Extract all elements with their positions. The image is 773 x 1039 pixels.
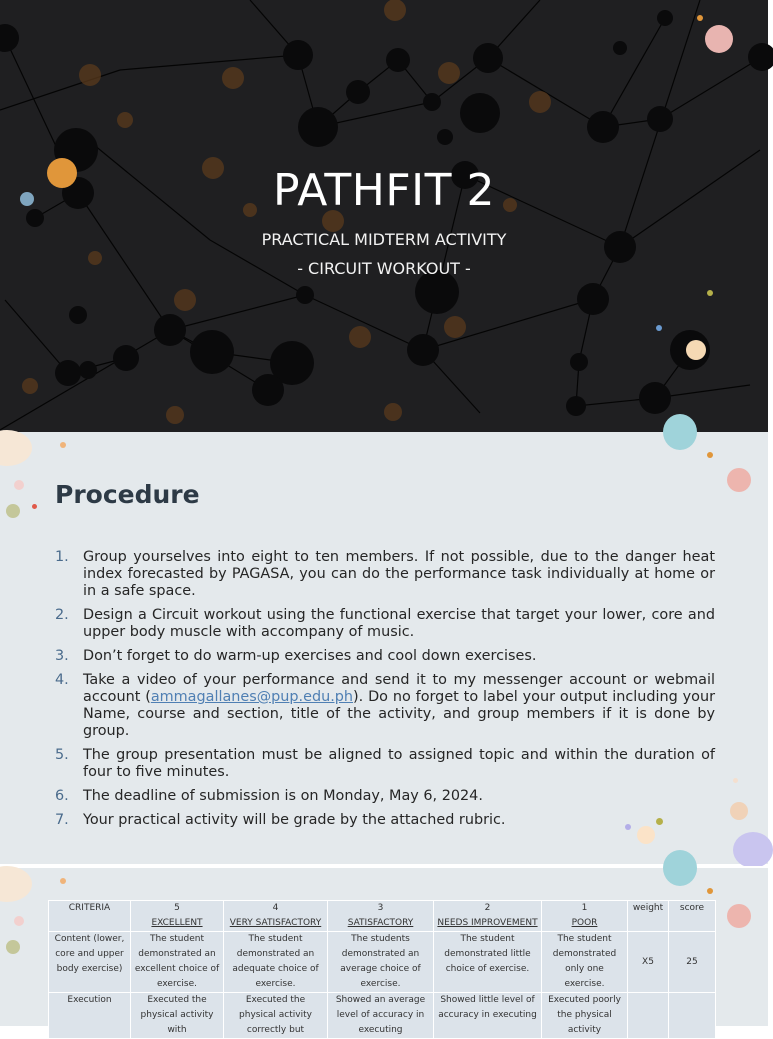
decor-dot <box>730 802 748 820</box>
rubric-criteria-cell: Content (lower, core and upper body exercise) <box>49 932 131 993</box>
rubric-header-weight: weight <box>628 901 669 932</box>
procedure-slide <box>0 432 768 864</box>
step-text: Your practical activity will be grade by the attached rubric. <box>83 812 506 828</box>
step-text: Don’t forget to do warm-up exercises and cool down exercises. <box>83 648 537 664</box>
rubric-criteria-cell: Execution <box>49 993 131 1039</box>
rubric-cell: The student demonstrated an adequate choice of exercise. <box>224 932 328 993</box>
decor-dot <box>6 940 20 954</box>
slide-subtitle-workout: - CIRCUIT WORKOUT - <box>297 259 471 278</box>
slide-subtitle-activity: PRACTICAL MIDTERM ACTIVITY <box>261 230 507 249</box>
step-text-after-link: ). Do no forget to label your output including your Name, course and section, title of the activity, and group members if it is done by group. <box>83 689 715 739</box>
decor-dot <box>727 904 751 928</box>
procedure-step-7 <box>52 812 715 829</box>
decor-dot <box>6 504 20 518</box>
rubric-cell: Showed an average level of accuracy in executing <box>328 993 434 1039</box>
decor-dot <box>707 452 713 458</box>
procedure-step-5 <box>52 747 715 781</box>
rubric-header-level-4: 4 VERY SATISFACTORY <box>224 901 328 932</box>
step-number: 5. <box>55 747 69 763</box>
slide-title: PATHFIT 2 <box>272 165 495 216</box>
procedure-list <box>52 549 715 836</box>
rubric-header-criteria: CRITERIA <box>49 901 131 932</box>
procedure-heading: Procedure <box>55 480 200 509</box>
rubric-weight-cell: X5 <box>628 932 669 993</box>
decor-dot <box>727 468 751 492</box>
procedure-step-1 <box>52 549 715 600</box>
rubric-header-level-1: 1 POOR <box>542 901 628 932</box>
rubric-cell: The students demonstrated an average choice of exercise. <box>328 932 434 993</box>
rubric-table <box>48 900 716 1039</box>
decor-dot <box>733 778 738 783</box>
step-number: 7. <box>55 812 69 828</box>
procedure-step-4 <box>52 672 715 740</box>
rubric-row-content <box>49 932 716 993</box>
rubric-cell: Executed the physical activity with <box>131 993 224 1039</box>
procedure-step-2 <box>52 607 715 641</box>
rubric-cell: The student demonstrated little choice of exercise. <box>434 932 542 993</box>
decor-dot <box>0 430 32 466</box>
decor-dot <box>60 442 66 448</box>
rubric-cell: The student demonstrated only one exercise. <box>542 932 628 993</box>
rubric-score-cell <box>669 993 716 1039</box>
rubric-header-level-3: 3 SATISFACTORY <box>328 901 434 932</box>
rubric-cell: Showed little level of accuracy in executing <box>434 993 542 1039</box>
decor-dot <box>663 414 697 450</box>
decor-dot <box>32 504 37 509</box>
rubric-cell: Executed the physical activity correctly but <box>224 993 328 1039</box>
email-link[interactable]: ammagallanes@pup.edu.ph <box>150 689 354 705</box>
step-text: The deadline of submission is on Monday, May 6, 2024. <box>83 788 483 804</box>
procedure-step-3 <box>52 648 715 665</box>
procedure-step-6 <box>52 788 715 805</box>
network-background <box>0 0 768 432</box>
decor-dot <box>0 866 32 902</box>
decor-dot <box>707 888 713 894</box>
decor-dot <box>14 916 24 926</box>
decor-dot <box>60 878 66 884</box>
step-number: 2. <box>55 607 69 623</box>
rubric-cell: The student demonstrated an excellent choice of exercise. <box>131 932 224 993</box>
rubric-header-score: score <box>669 901 716 932</box>
step-text: Design a Circuit workout using the functional exercise that target your lower, core and upper body muscle with accompany of music. <box>83 607 715 640</box>
rubric-cell: Executed poorly the physical activity <box>542 993 628 1039</box>
step-text-before-link: Take a video of your performance and send it to my messenger account or webmail account ( <box>83 672 715 705</box>
decor-dot <box>733 832 773 868</box>
decor-dot <box>14 480 24 490</box>
rubric-score-cell: 25 <box>669 932 716 993</box>
step-text: The group presentation must be aligned to assigned topic and within the duration of four to five minutes. <box>83 747 715 780</box>
step-number: 6. <box>55 788 69 804</box>
rubric-slide <box>0 866 768 1035</box>
step-number: 1. <box>55 549 69 565</box>
rubric-header-level-2: 2 NEEDS IMPROVEMENT <box>434 901 542 932</box>
rubric-header-row <box>49 901 716 932</box>
rubric-weight-cell <box>628 993 669 1039</box>
step-number: 3. <box>55 648 69 664</box>
step-text: Group yourselves into eight to ten members. If not possible, due to the danger heat index forecasted by PAGASA, you can do the performance task individually at home or in a safe space. <box>83 549 715 599</box>
step-number: 4. <box>55 672 69 688</box>
rubric-header-level-5: 5 EXCELLENT <box>131 901 224 932</box>
decor-dot <box>663 850 697 886</box>
title-slide <box>0 0 768 432</box>
rubric-row-execution <box>49 993 716 1039</box>
